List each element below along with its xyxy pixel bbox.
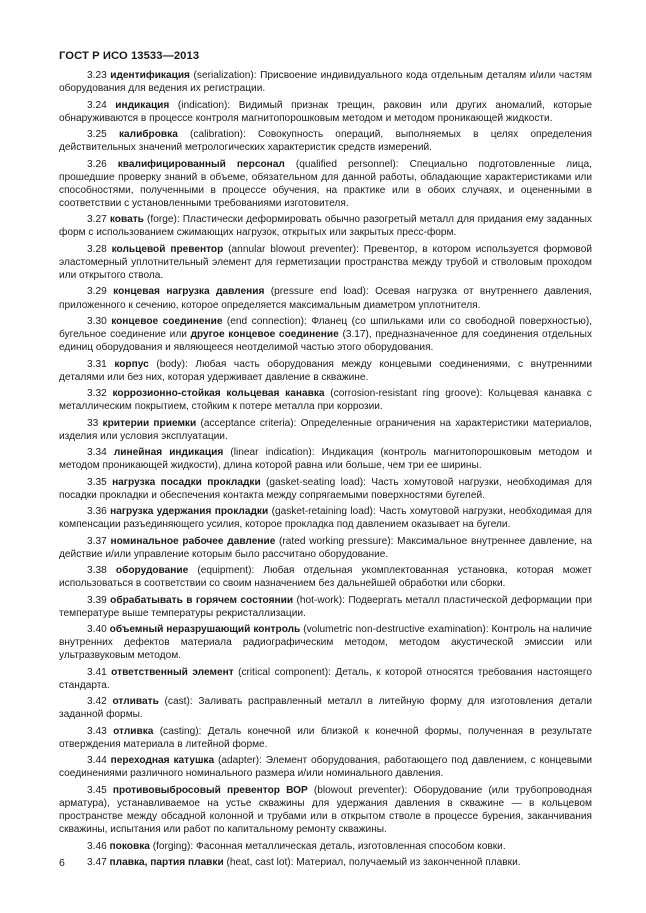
entry-number: 3.23 [87,70,107,81]
entry-definition: (gasket-seating load): Часть хомутовой нагрузки, необходимая для посадки прокладки и обеспечения контакта между сопрягаемыми поверхностями бугелей. [59,476,592,501]
definition-entry [59,840,592,853]
entry-term: ковать [109,214,144,226]
definition-entry [59,446,592,472]
entry-definition: (qualified personnel): Специально подготовленные лица, прошедшие проверку знаний в объеме, обязательном для данной работы, обладающие характеристиками или способностями, полученными в процессе обучения, на практике или в обоих случаях, и оцененными в соответствии с установленными требованиями изготовителя. [59,158,592,209]
entry-term: оборудование [115,565,189,577]
entry-number: 3.38 [87,565,107,577]
definition-entry [59,754,592,780]
entry-term: нагрузка посадки прокладки [112,476,261,488]
entry-term: обрабатывать в горячем состоянии [110,594,294,606]
entry-definition: (forging): Фасонная металлическая деталь, изготовленная способом ковки. [149,840,506,852]
entry-definition: (critical component): Деталь, к которой относятся требования настоящего стандарта. [59,666,592,691]
definition-entry [59,417,592,443]
entry-term-reference: другое концевое соединение [190,329,339,341]
definition-entry [59,856,592,869]
definition-entry [59,213,592,239]
entry-number: 3.28 [87,243,107,255]
entry-definition: (serialization): Присвоение индивидуального кода отдельным деталям и/или частям оборудования для ведения их регистрации. [59,70,592,95]
entry-term: противовыбросовый превентор ВОР [112,784,308,796]
definition-entry [59,725,592,751]
entry-term: корпус [114,358,149,370]
entry-number: 3.27 [87,214,107,226]
entry-number: 3.44 [87,755,107,767]
entry-definition: (linear indication): Индикация (контроль магнитопорошковым методом и методом проникающей жидкости), длина которой равна или больше, чем три ее ширины. [59,447,592,472]
entry-definition: (body): Любая часть оборудования между концевыми соединениями, с внутренними деталями или без них, которая удерживает давление в скважине. [59,358,592,383]
entry-number: 3.45 [87,784,107,796]
entry-number: 3.39 [87,594,107,606]
entry-term: коррозионно-стойкая кольцевая канавка [112,388,325,400]
entry-term: квалифицированный персонал [117,158,285,170]
definition-entry [59,564,592,590]
entry-term: объемный неразрушающий контроль [109,624,301,636]
entry-number: 3.40 [87,624,107,636]
entry-number: 3.30 [87,315,107,327]
entry-term: номинальное рабочее давление [110,535,276,547]
definition-entry [59,158,592,211]
entry-term: нагрузка удержания прокладки [110,506,269,518]
entry-definition: (acceptance criteria): Определенные ограничения на характеристики материалов, изделия или условия эксплуатации. [59,417,592,442]
entry-definition: (indication): Видимый признак трещин, раковин или других аномалий, которые обнаруживаются в процессе контроля магнитопорошковым методом и методом проникающей жидкости. [59,99,592,124]
entry-term: поковка [109,840,150,852]
definition-entry [59,505,592,531]
definition-entry [59,535,592,561]
definition-entry [59,243,592,282]
definition-entry [59,666,592,692]
entry-definition: (equipment): Любая отдельная укомплектованная установка, которая может использоваться в соответствии со своим назначением без дальнейшей обработки или сборки. [59,565,592,590]
document-header: ГОСТ Р ИСО 13533—2013 [59,50,200,62]
entry-number: 3.46 [87,840,107,852]
page-number: 6 [59,857,65,869]
entry-term: индикация [115,99,170,111]
entry-definition: (gasket-retaining load): Часть хомутовой нагрузки, необходимая для компенсации разъединяющего усилия, которое прокладка под давлением оказывает на бугели. [59,506,592,531]
definition-entry [59,476,592,502]
definition-entry [59,784,592,837]
entry-definition: (blowout preventer): Оборудование (или трубопроводная арматура), устанавливаемое на устье скважины для удержания давления в скважине — в кольцевом пространстве между обсадной колонной и трубами или в открытом стволе в процессе бурения, заканчивания скважины, испытания или работ по капитальному ремонту скважины. [59,784,592,836]
entry-term: переходная катушка [110,755,215,767]
definition-entry [59,315,592,354]
entry-term: идентификация [110,70,190,81]
entry-number: 33 [87,417,99,429]
entry-number: 3.35 [87,476,107,488]
entry-term: концевое соединение [111,315,223,327]
definition-entry [59,623,592,662]
entry-number: 3.31 [87,358,107,370]
entry-definition: (3.17), предназначенное для соединения отдельных единиц оборудования и являющееся неотделимой частью этого оборудования. [59,329,593,354]
definition-entry [59,285,592,311]
entry-term: калибровка [118,129,178,140]
entry-definition: (casting): Деталь конечной или близкой к конечной формы, полученная в результате отверждения материала в литейной форме. [59,725,592,750]
entry-term: ответственный элемент [111,666,234,678]
entry-term: линейная индикация [113,447,224,459]
definition-entry [59,128,592,154]
entry-number: 3.34 [87,447,107,459]
definition-entry [59,695,592,721]
entry-definition: (adapter): Элемент оборудования, работающего под давлением, с концевыми соединениями различного номинального размера и/или номинального давления. [59,755,592,780]
entry-number: 3.26 [87,158,107,170]
entry-term: отливка [113,725,154,737]
entry-number: 3.37 [87,535,107,547]
entry-definition: (rated working pressure): Максимальное внутреннее давление, на действие и/или управление которым было рассчитано оборудование. [59,535,592,560]
entry-term: кольцевой превентор [111,243,224,255]
entry-number: 3.42 [87,696,107,708]
document-body [59,69,592,872]
entry-number: 3.25 [87,129,107,140]
entry-definition: (forge): Пластически деформировать обычно разогретый металл для придания ему заданных форм с использованием сжимающих нагрузок, открытых или закрытых пресс-форм. [59,214,592,239]
definition-entry [59,387,592,413]
entry-term: концевая нагрузка давления [113,286,265,298]
entry-number: 3.36 [87,506,107,518]
entry-term: критерии приемки [102,417,197,429]
entry-definition: (cast): Заливать расправленный металл в литейную форму для изготовления детали заданной формы. [59,696,592,721]
entry-number: 3.41 [87,666,107,678]
definition-entry [59,99,592,125]
entry-definition: (calibration): Совокупность операций, выполняемых в целях определения действительных значений метрологических характеристик средств измерений. [59,129,592,154]
entry-term: плавка, партия плавки [109,856,224,868]
entry-number: 3.47 [87,856,107,868]
definition-entry [59,594,592,620]
entry-definition: (heat, cast lot): Материал, получаемый из законченной плавки. [223,856,521,868]
entry-definition: (corrosion-resistant ring groove): Кольцевая канавка с металлическим покрытием, стойким к потере металла при коррозии. [59,388,592,413]
entry-definition: (hot-work): Подвергать металл пластической деформации при температуре выше температуры рекристаллизации. [59,594,592,619]
definition-entry [59,358,592,384]
entry-number: 3.24 [87,99,107,111]
entry-number: 3.29 [87,286,107,298]
entry-definition: (annular blowout preventer): Превентор, в котором используется формовой эластомерный уплотнительный элемент для герметизации пространства между трубой и стволовым проходом или открытого ствола. [59,243,592,282]
entry-number: 3.32 [87,388,107,400]
entry-definition: (pressure end load): Осевая нагрузка от внутреннего давления, приложенного к сечению, которое определяется максимальным диаметром уплотнителя. [59,286,592,311]
entry-term: отливать [112,696,159,708]
entry-number: 3.43 [87,725,107,737]
entry-definition: (end connection): Фланец (со шпильками или со свободной поверхностью), бугельное соединение или [59,315,593,341]
entry-definition: (volumetric non-destructive examination): Контроль на наличие внутренних дефектов материала радиографическим методом, методом акустической эмиссии или ультразвуковым методом. [59,624,592,662]
definition-entry [59,69,592,95]
